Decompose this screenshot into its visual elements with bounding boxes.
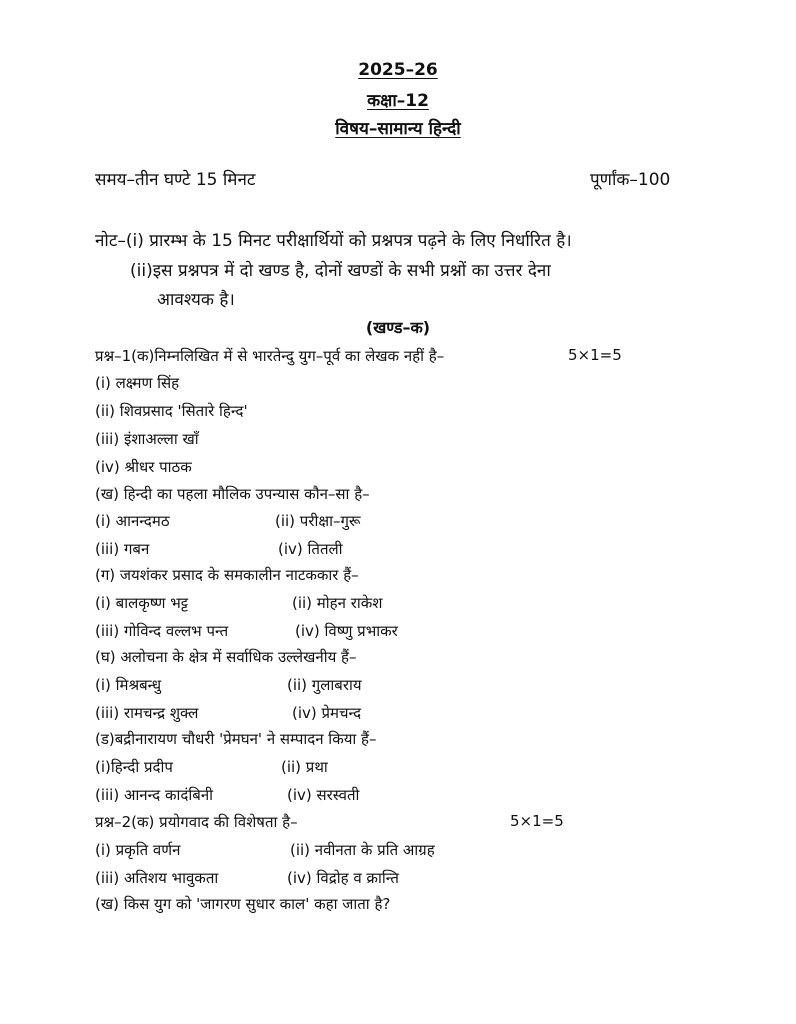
q1b-option-4: (iv) तितली <box>278 540 343 558</box>
q2a-option-2: (ii) नवीनता के प्रति आग्रह <box>290 841 435 859</box>
q1a-option-3: (iii) इंशाअल्ला खाँ <box>95 430 199 448</box>
session-year: 2025–26 <box>358 60 438 80</box>
q1d-text: (घ) अलोचना के क्षेत्र में सर्वाधिक उल्लेखनीय हैं– <box>95 648 357 666</box>
q1c-option-4: (iv) विष्णु प्रभाकर <box>295 622 398 640</box>
subject-title: विषय–सामान्य हिन्दी <box>335 119 461 139</box>
q2a-option-3: (iii) अतिशय भावुकता <box>95 869 219 887</box>
q2a-text: प्रश्न–2(क) प्रयोगवाद की विशेषता है– <box>95 813 298 831</box>
q1d-option-4: (iv) प्रेमचन्द <box>292 704 362 722</box>
q1-marks: 5×1=5 <box>568 346 622 364</box>
class-label: कक्षा–12 <box>367 91 429 111</box>
q1d-option-3: (iii) रामचन्द्र शुक्ल <box>95 704 199 722</box>
note-2-line1: (ii)इस प्रश्नपत्र में दो खण्ड है, दोनों खण्डों के सभी प्रश्नों का उत्तर देना <box>130 261 551 281</box>
total-marks: पूर्णांक–100 <box>590 170 671 190</box>
q1e-option-2: (ii) प्रथा <box>281 758 328 776</box>
q2a-option-1: (i) प्रकृति वर्णन <box>95 841 181 859</box>
q1c-option-1: (i) बालकृष्ण भट्ट <box>95 594 189 612</box>
q1a-text: प्रश्न–1(क)निम्नलिखित में से भारतेन्दु युग–पूर्व का लेखक नहीं है– <box>95 347 445 365</box>
q1a-option-1: (i) लक्ष्मण सिंह <box>95 374 180 392</box>
q1c-option-2: (ii) मोहन राकेश <box>292 594 383 612</box>
q1b-text: (ख) हिन्दी का पहला मौलिक उपन्यास कौन–सा है– <box>95 485 370 503</box>
q1a-option-4: (iv) श्रीधर पाठक <box>95 458 192 476</box>
q1d-option-2: (ii) गुलाबराय <box>287 676 362 694</box>
note-2-line2: आवश्यक है। <box>157 290 235 310</box>
q1a-option-2: (ii) शिवप्रसाद 'सितारे हिन्द' <box>95 402 248 420</box>
q1e-text: (ड)बद्रीनारायण चौधरी 'प्रेमघन' ने सम्पादन किया हैं– <box>95 730 377 748</box>
note-1: नोट–(i) प्रारम्भ के 15 मिनट परीक्षार्थियों को प्रश्नपत्र पढ़ने के लिए निर्धारित है। <box>95 231 572 251</box>
q2b-text: (ख) किस युग को 'जागरण सुधार काल' कहा जाता है? <box>95 895 391 913</box>
q1c-option-3: (iii) गोविन्द वल्लभ पन्त <box>95 622 229 640</box>
q2a-option-4: (iv) विद्रोह व क्रान्ति <box>287 869 399 887</box>
q1c-text: (ग) जयशंकर प्रसाद के समकालीन नाटककार हैं– <box>95 566 359 584</box>
q1b-option-3: (iii) गबन <box>95 540 150 558</box>
q1e-option-3: (iii) आनन्द कादंबिनी <box>95 786 214 804</box>
q1b-option-2: (ii) परीक्षा–गुरू <box>275 512 361 530</box>
q1d-option-1: (i) मिश्रबन्धु <box>95 676 162 694</box>
q1e-option-4: (iv) सरस्वती <box>287 786 360 804</box>
q1b-option-1: (i) आनन्दमठ <box>95 512 170 530</box>
section-heading: (खण्ड–क) <box>365 318 431 337</box>
time-label: समय–तीन घण्टे 15 मिनट <box>95 170 256 190</box>
q2-marks: 5×1=5 <box>510 812 564 830</box>
q1e-option-1: (i)हिन्दी प्रदीप <box>95 758 173 776</box>
